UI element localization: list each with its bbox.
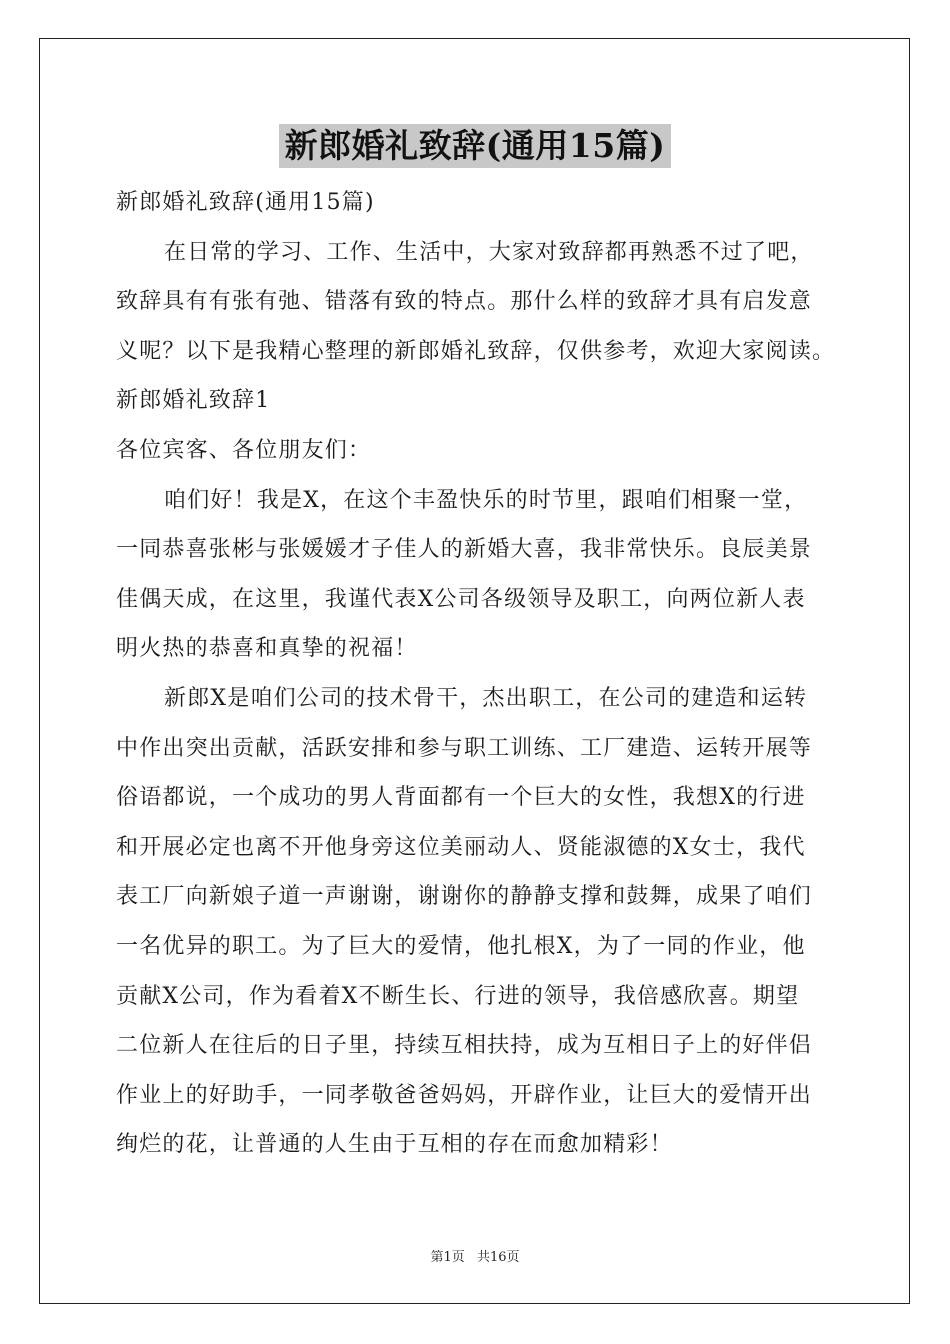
text-line: 中作出突出贡献，活跃安排和参与职工训练、工厂建造、运转开展等 bbox=[116, 735, 813, 761]
text-line: 各位宾客、各位朋友们： bbox=[116, 437, 372, 463]
text-line: 和开展必定也离不开他身旁这位美丽动人、贤能淑德的X女士，我代 bbox=[116, 834, 806, 860]
text-line: 咱们好！我是X，在这个丰盈快乐的时节里，跟咱们相聚一堂， bbox=[164, 487, 808, 513]
text-line: 作业上的好助手，一同孝敬爸爸妈妈，开辟作业，让巨大的爱情开出 bbox=[116, 1082, 813, 1108]
text-line: 在日常的学习、工作、生活中，大家对致辞都再熟悉不过了吧， bbox=[164, 239, 814, 265]
text-line: 佳偶天成，在这里，我谨代表X公司各级领导及职工，向两位新人表 bbox=[116, 586, 806, 612]
document-body bbox=[116, 178, 856, 1170]
document-title: 新郎婚礼致辞(通用15篇) bbox=[279, 124, 672, 168]
page-total: 共16页 bbox=[476, 1250, 520, 1265]
page-number: 第1页 bbox=[430, 1250, 465, 1265]
text-line: 俗语都说，一个成功的男人背面都有一个巨大的女性，我想X的行进 bbox=[116, 785, 806, 811]
text-line: 致辞具有有张有弛、错落有致的特点。那什么样的致辞才具有启发意 bbox=[116, 289, 813, 315]
text-line: 表工厂向新娘子道一声谢谢，谢谢你的静静支撑和鼓舞，成果了咱们 bbox=[116, 884, 813, 910]
text-line: 新郎婚礼致辞1 bbox=[116, 388, 271, 414]
text-line: 明火热的恭喜和真挚的祝福！ bbox=[116, 636, 418, 662]
text-line: 义呢？以下是我精心整理的新郎婚礼致辞，仅供参考，欢迎大家阅读。 bbox=[116, 338, 836, 364]
text-line: 绚烂的花，让普通的人生由于互相的存在而愈加精彩！ bbox=[116, 1132, 673, 1158]
text-line: 贡献X公司，作为看着X不断生长、行进的领导，我倍感欣喜。期望 bbox=[116, 983, 800, 1009]
text-line: 二位新人在往后的日子里，持续互相扶持，成为互相日子上的好伴侣 bbox=[116, 1033, 813, 1059]
text-line: 一同恭喜张彬与张媛媛才子佳人的新婚大喜，我非常快乐。良辰美景 bbox=[116, 537, 813, 563]
title-area bbox=[0, 124, 950, 168]
page-footer bbox=[0, 1246, 950, 1265]
text-line: 新郎X是咱们公司的技术骨干，杰出职工，在公司的建造和运转 bbox=[164, 685, 808, 711]
text-line: 新郎婚礼致辞(通用15篇) bbox=[116, 190, 375, 215]
text-line: 一名优异的职工。为了巨大的爱情，他扎根X，为了一同的作业，他 bbox=[116, 933, 806, 959]
